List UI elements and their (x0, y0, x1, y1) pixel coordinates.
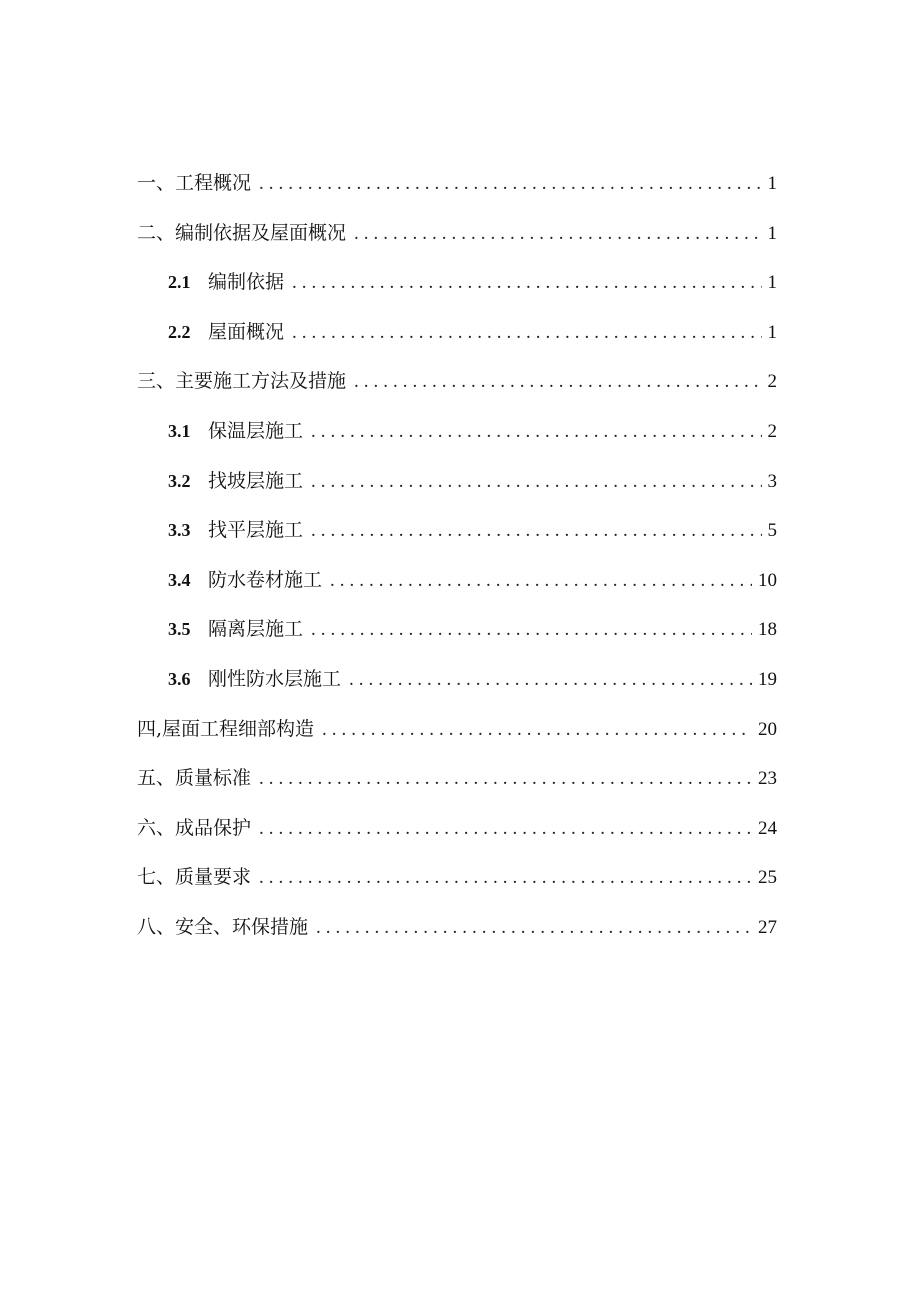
toc-entry-page: 1 (767, 173, 777, 194)
toc-entry-number: 3.4 (168, 569, 191, 590)
toc-entry-page: 19 (758, 668, 777, 690)
table-of-contents (137, 168, 777, 962)
toc-entry[interactable] (137, 714, 777, 764)
toc-dot-leader (292, 272, 761, 294)
toc-dot-leader (354, 223, 761, 245)
toc-dot-leader (259, 818, 752, 840)
toc-dot-leader (311, 421, 761, 443)
toc-subentry[interactable] (137, 317, 777, 367)
toc-entry-title: 六、成品保护 (137, 816, 252, 839)
toc-entry[interactable] (137, 168, 777, 218)
toc-entry-number: 3.1 (168, 420, 191, 441)
toc-entry-title: 防水卷材施工 (208, 568, 323, 591)
toc-subentry[interactable] (137, 565, 777, 615)
toc-subentry[interactable] (137, 664, 777, 714)
toc-dot-leader (311, 520, 761, 542)
toc-entry-title: 保温层施工 (208, 419, 304, 442)
toc-entry-number: 2.1 (168, 272, 191, 293)
toc-entry-title: 找平层施工 (208, 519, 304, 542)
toc-dot-leader (292, 322, 761, 344)
toc-entry[interactable] (137, 813, 777, 863)
toc-dot-leader (259, 867, 752, 889)
toc-dot-leader (259, 768, 752, 790)
toc-entry-page: 27 (758, 916, 777, 938)
toc-entry[interactable] (137, 912, 777, 962)
toc-dot-leader (311, 471, 761, 493)
toc-entry-page: 3 (767, 470, 777, 492)
toc-entry-page: 10 (758, 569, 777, 591)
toc-entry-title: 屋面概况 (208, 320, 285, 343)
toc-entry-title: 五、质量标准 (137, 767, 252, 790)
toc-dot-leader (354, 371, 761, 393)
toc-dot-leader (349, 669, 752, 691)
toc-entry-title: 编制依据 (208, 271, 285, 294)
toc-entry-title: 二、编制依据及屋面概况 (137, 221, 347, 244)
toc-entry-title: 七、质量要求 (137, 866, 252, 889)
toc-entry-title: 四,屋面工程细部构造 (137, 717, 315, 740)
toc-entry-title: 找坡层施工 (208, 469, 304, 492)
toc-subentry[interactable] (137, 466, 777, 516)
toc-dot-leader (259, 173, 761, 195)
toc-entry[interactable] (137, 218, 777, 268)
toc-entry-page: 18 (758, 619, 777, 641)
toc-entry-page: 1 (767, 321, 777, 343)
toc-subentry[interactable] (137, 416, 777, 466)
toc-entry[interactable] (137, 862, 777, 912)
toc-dot-leader (330, 570, 752, 592)
toc-subentry[interactable] (137, 267, 777, 317)
toc-entry-title: 刚性防水层施工 (208, 667, 342, 690)
toc-entry-title: 隔离层施工 (208, 618, 304, 641)
toc-entry[interactable] (137, 763, 777, 813)
toc-entry-number: 3.6 (168, 668, 191, 689)
toc-subentry[interactable] (137, 614, 777, 664)
toc-entry-number: 3.3 (168, 520, 191, 541)
toc-entry[interactable] (137, 366, 777, 416)
toc-entry-page: 2 (767, 371, 777, 393)
toc-entry-number: 3.5 (168, 619, 191, 640)
toc-entry-page: 1 (767, 272, 777, 294)
toc-entry-page: 25 (758, 867, 777, 889)
toc-dot-leader (316, 917, 752, 939)
toc-entry-page: 2 (767, 420, 777, 442)
toc-entry-page: 24 (758, 817, 777, 839)
toc-entry-title: 八、安全、环保措施 (137, 915, 309, 938)
toc-entry-page: 20 (758, 718, 777, 740)
toc-dot-leader (322, 719, 752, 741)
toc-entry-title: 一、工程概况 (137, 172, 252, 194)
toc-entry-title: 三、主要施工方法及措施 (137, 370, 347, 393)
toc-dot-leader (311, 619, 752, 641)
toc-subentry[interactable] (137, 515, 777, 565)
toc-entry-page: 23 (758, 768, 777, 790)
toc-entry-page: 5 (767, 520, 777, 542)
toc-entry-number: 3.2 (168, 470, 191, 491)
toc-entry-number: 2.2 (168, 321, 191, 342)
toc-entry-page: 1 (767, 222, 777, 244)
